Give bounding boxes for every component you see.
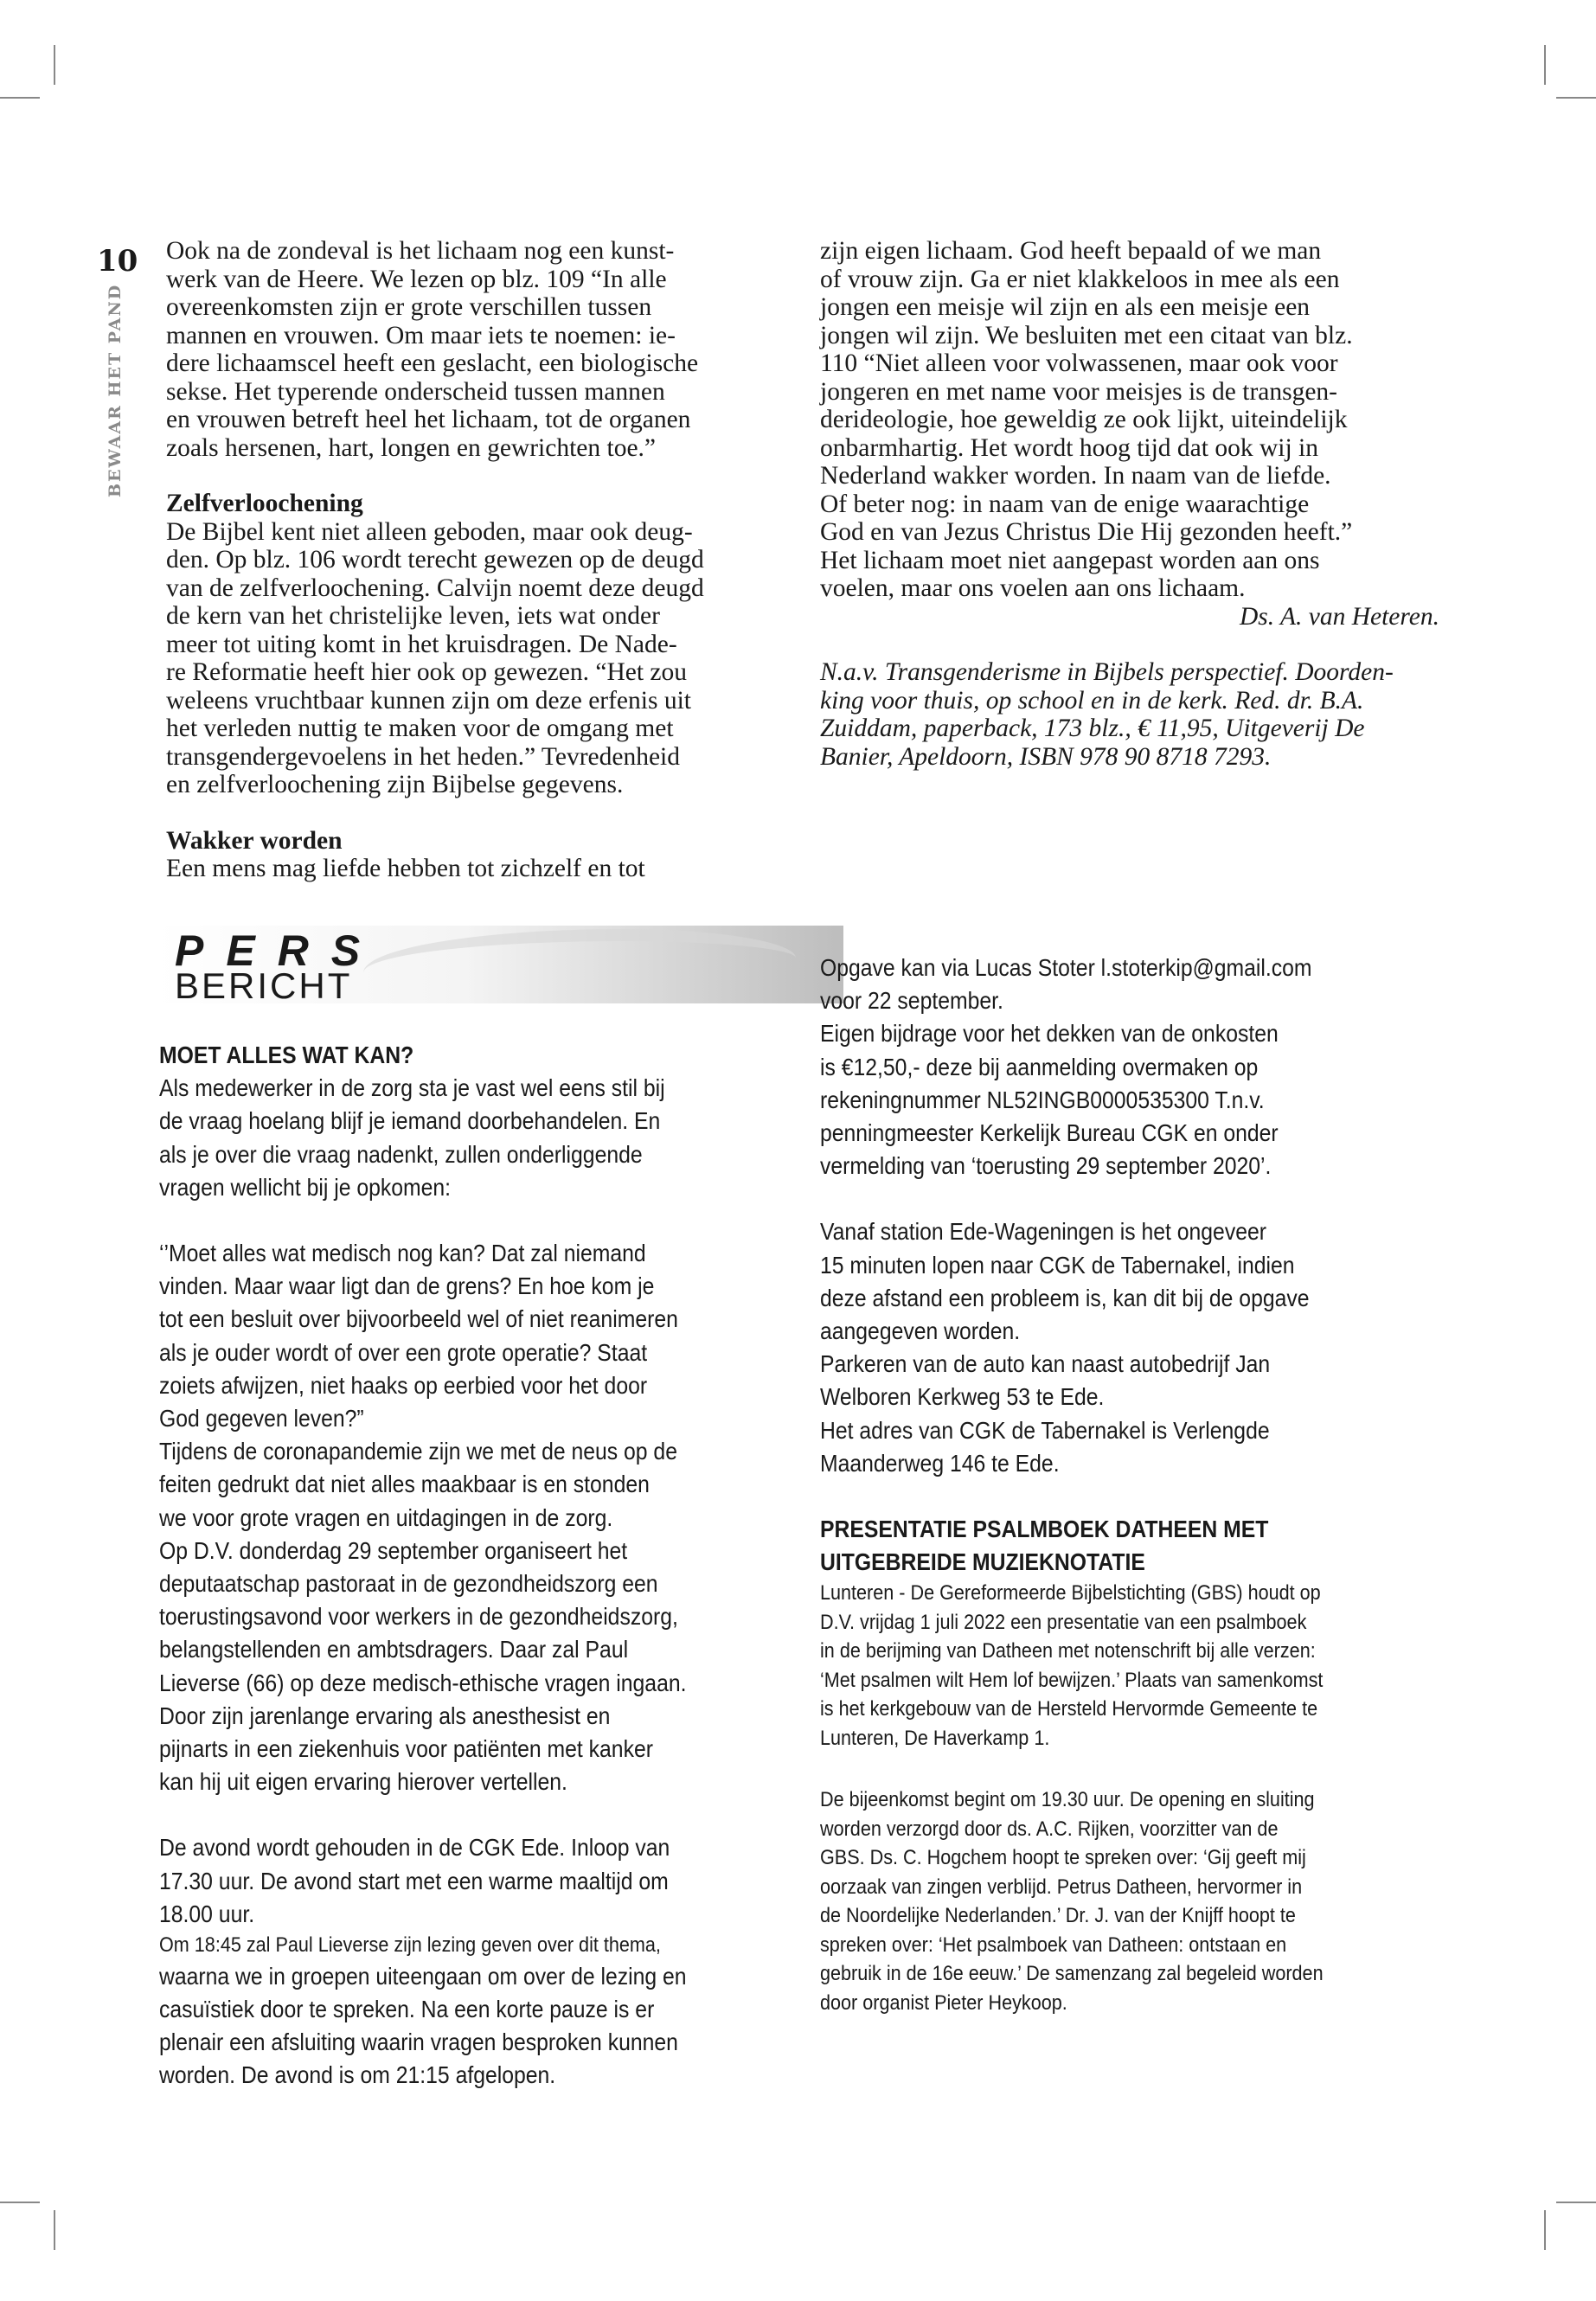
text-line: Of beter nog: in naam van de enige waarachtige — [820, 490, 1310, 518]
text-line: transgendergevoelens in het heden.” Tevredenheid — [166, 742, 680, 771]
text-line: van de zelfverloochening. Calvijn noemt deze deugd — [166, 574, 704, 602]
text-line: voelen, maar ons voelen aan ons lichaam. — [820, 574, 1246, 602]
crop-mark — [1556, 97, 1596, 99]
page-number: 10 — [97, 244, 138, 279]
text-line: De avond wordt gehouden in de CGK Ede. Inloop van — [159, 1834, 670, 1862]
text-line: en zelfverloochening zijn Bijbelse gegevens. — [166, 771, 624, 798]
text-line: overeenkomsten zijn er grote verschillen tussen — [166, 293, 652, 321]
text-line: den. Op blz. 106 wordt terecht gewezen op de deugd — [166, 546, 704, 574]
text-line: is €12,50,- deze bij aanmelding overmaken op — [820, 1053, 1259, 1080]
text-line: zoiets afwijzen, niet haaks op eerbied voor het door — [159, 1371, 648, 1399]
text-line: pijnarts in een ziekenhuis voor patiënten met kanker — [159, 1735, 653, 1763]
text-line: rekeningnummer NL52INGB0000535300 T.n.v. — [820, 1086, 1265, 1113]
text-line: Eigen bijdrage voor het dekken van de onkosten — [820, 1020, 1279, 1048]
text-line: Als medewerker in de zorg sta je vast wel eens stil bij — [159, 1074, 665, 1102]
crop-mark — [54, 45, 55, 85]
text-line: Een mens mag liefde hebben tot zichzelf en tot — [166, 855, 645, 882]
press-column-right — [820, 952, 1482, 2017]
crop-mark — [1544, 2210, 1546, 2250]
text-line: sekse. Het typerende onderscheid tussen mannen — [166, 377, 665, 406]
text-line: mannen en vrouwen. Om maar iets te noemen: ie- — [166, 321, 676, 349]
text-line: Om 18:45 zal Paul Lieverse zijn lezing geven over dit thema, — [159, 1933, 661, 1958]
text-line: Maanderweg 146 te Ede. — [820, 1449, 1060, 1477]
text-line: Op D.V. donderdag 29 september organiseert het — [159, 1536, 628, 1564]
author-signature: Ds. A. van Heteren. — [1239, 602, 1439, 631]
text-line: casuïstiek door te spreken. Na een korte pauze is er — [159, 1995, 655, 2022]
text-line: worden verzorgd door ds. A.C. Rijken, voorzitter van de — [820, 1817, 1279, 1841]
text-line: is het kerkgebouw van de Hersteld Hervormde Gemeente te — [820, 1697, 1318, 1721]
text-line: penningmeester Kerkelijk Bureau CGK en onder — [820, 1119, 1279, 1147]
text-line: De Bijbel kent niet alleen geboden, maar ook deug- — [166, 517, 693, 546]
crop-mark — [1544, 45, 1546, 85]
text-line: 18.00 uur. — [159, 1900, 255, 1927]
side-label: BEWAAR HET PAND — [106, 283, 125, 497]
text-line: onbarmhartig. Het wordt hoog tijd dat ook wij in — [820, 433, 1318, 462]
text-line: D.V. vrijdag 1 juli 2022 een presentatie van een psalmboek — [820, 1610, 1307, 1634]
text-line: spreken over: ‘Het psalmboek van Datheen: ontstaan en — [820, 1932, 1287, 1957]
section-heading: Wakker worden — [166, 826, 343, 855]
text-line: GBS. Ds. C. Hogchem hoopt te spreken over: ‘Gij geeft mij — [820, 1846, 1306, 1870]
text-line: kan hij uit eigen ervaring hierover vertellen. — [159, 1768, 567, 1796]
text-line: de Noordelijke Nederlanden.’ Dr. J. van der Knijff hoopt te — [820, 1904, 1296, 1928]
text-line: Lunteren - De Gereformeerde Bijbelstichting (GBS) houdt op — [820, 1581, 1321, 1606]
text-line: door organist Pieter Heykoop. — [820, 1990, 1067, 2015]
press-heading: MOET ALLES WAT KAN? — [159, 1042, 414, 1068]
press-heading: UITGEBREIDE MUZIEKNOTATIE — [820, 1548, 1145, 1576]
text-line: plenair een afsluiting waarin vragen besproken kunnen — [159, 2028, 678, 2055]
text-line: jongen een meisje wil zijn en als een meisje een — [820, 293, 1311, 321]
text-line: Het lichaam moet niet aangepast worden aan ons — [820, 546, 1320, 574]
reference-line: Banier, Apeldoorn, ISBN 978 90 8718 7293. — [820, 742, 1272, 771]
text-line: vermelding van ‘toerusting 29 september 2020’. — [820, 1152, 1272, 1180]
press-column-left — [159, 1039, 821, 2092]
text-line: worden. De avond is om 21:15 afgelopen. — [159, 2061, 556, 2089]
section-heading: Zelfverloochening — [166, 490, 363, 517]
text-line: Het adres van CGK de Tabernakel is Verlengde — [820, 1416, 1270, 1444]
text-line: weleens vruchtbaar kunnen zijn om deze erfenis uit — [166, 686, 691, 715]
text-line: deputaatschap pastoraat in de gezondheidszorg een — [159, 1570, 658, 1598]
text-line: zijn eigen lichaam. God heeft bepaald of we man — [820, 237, 1322, 265]
text-line: Door zijn jarenlange ervaring als anesthesist en — [159, 1702, 611, 1729]
text-line: gebruik in de 16e eeuw.’ De samenzang zal begeleid worden — [820, 1962, 1324, 1986]
text-line: Nederland wakker worden. In naam van de liefde. — [820, 462, 1331, 490]
text-line: God gegeven leven?” — [159, 1405, 364, 1433]
text-line: vragen wellicht bij je opkomen: — [159, 1173, 452, 1201]
text-line: oorzaak van zingen verblijd. Petrus Datheen, hervormer in — [820, 1875, 1303, 1899]
text-line: God en van Jezus Christus Die Hij gezonden heeft.” — [820, 518, 1353, 546]
text-line: jongen wil zijn. We besluiten met een citaat van blz. — [820, 321, 1353, 349]
text-line: Lieverse (66) op deze medisch-ethische vragen ingaan. — [159, 1669, 687, 1696]
text-line: ‘Met psalmen wilt Hem lof bewijzen.’ Plaats van samenkomst — [820, 1668, 1324, 1692]
crop-mark — [0, 97, 40, 99]
text-line: feiten gedrukt dat niet alles maakbaar is en stonden — [159, 1471, 650, 1498]
text-line: jongeren en met name voor meisjes is de transgen- — [820, 377, 1338, 406]
text-line: Parkeren van de auto kan naast autobedrijf Jan — [820, 1350, 1271, 1378]
text-line: tot een besluit over bijvoorbeeld wel of niet reanimeren — [159, 1305, 678, 1333]
banner-title-bericht: BERICHT — [175, 965, 353, 1006]
text-line: aangegeven worden. — [820, 1317, 1021, 1345]
press-heading: PRESENTATIE PSALMBOEK DATHEEN MET — [820, 1516, 1269, 1543]
text-line: het verleden nuttig te maken voor de omgang met — [166, 715, 674, 742]
reference-line: king voor thuis, op school en in de kerk. Red. dr. B.A. — [820, 686, 1364, 715]
text-line: De bijeenkomst begint om 19.30 uur. De opening en sluiting — [820, 1788, 1315, 1812]
text-line: 110 “Niet alleen voor volwassenen, maar ook voor — [820, 349, 1338, 377]
crop-mark — [0, 2202, 40, 2203]
article-column-right — [820, 237, 1443, 771]
reference-line: Zuiddam, paperback, 173 blz., € 11,95, Uitgeverij De — [820, 715, 1365, 742]
text-line: in de berijming van Datheen met notenschrift bij alle verzen: — [820, 1639, 1316, 1663]
text-line: Vanaf station Ede-Wageningen is het ongeveer — [820, 1218, 1266, 1246]
press-release-banner — [156, 926, 843, 1012]
text-line: dere lichaamscel heeft een geslacht, een biologische — [166, 349, 699, 377]
text-line: Opgave kan via Lucas Stoter l.stoterkip@gmail.com — [820, 954, 1312, 981]
text-line: werk van de Heere. We lezen op blz. 109 “In alle — [166, 265, 667, 293]
article-column-left — [166, 237, 789, 883]
text-line: voor 22 september. — [820, 987, 1003, 1015]
text-line: als je ouder wordt of over een grote operatie? Staat — [159, 1338, 648, 1366]
text-line: meer tot uiting komt in het kruisdragen. De Nade- — [166, 630, 677, 658]
text-line: belangstellenden en ambtsdragers. Daar zal Paul — [159, 1636, 629, 1663]
text-line: deze afstand een probleem is, kan dit bij de opgave — [820, 1284, 1310, 1311]
text-line: ‘’Moet alles wat medisch nog kan? Dat zal niemand — [159, 1240, 646, 1267]
text-line: Tijdens de coronapandemie zijn we met de neus op de — [159, 1438, 677, 1465]
crop-mark — [54, 2210, 55, 2250]
text-line: de kern van het christelijke leven, iets wat onder — [166, 602, 660, 630]
text-line: we voor grote vragen en uitdagingen in de zorg. — [159, 1503, 613, 1531]
text-line: toerustingsavond voor werkers in de gezondheidszorg, — [159, 1603, 678, 1631]
text-line: of vrouw zijn. Ga er niet klakkeloos in mee als een — [820, 265, 1340, 293]
text-line: 15 minuten lopen naar CGK de Tabernakel, indien — [820, 1251, 1295, 1279]
text-line: re Reformatie heeft hier ook op gewezen. “Het zou — [166, 658, 688, 686]
text-line: zoals hersenen, hart, longen en gewrichten toe.” — [166, 433, 657, 462]
text-line: als je over die vraag nadenkt, zullen onderliggende — [159, 1140, 643, 1168]
text-line: Ook na de zondeval is het lichaam nog een kunst- — [166, 237, 675, 265]
reference-line: N.a.v. Transgenderisme in Bijbels perspectief. Doorden- — [820, 658, 1394, 686]
text-line: Welboren Kerkweg 53 te Ede. — [820, 1383, 1105, 1411]
text-line: Lunteren, De Haverkamp 1. — [820, 1726, 1050, 1750]
banner-title-pers: PERS — [175, 926, 383, 975]
text-line: waarna we in groepen uiteengaan om over de lezing en — [159, 1962, 687, 1990]
text-line: de vraag hoelang blijf je iemand doorbehandelen. En — [159, 1107, 661, 1135]
crop-mark — [1556, 2202, 1596, 2203]
text-line: derideologie, hoe geweldig ze ook lijkt, uiteindelijk — [820, 406, 1348, 433]
text-line: vinden. Maar waar ligt dan de grens? En hoe kom je — [159, 1272, 655, 1300]
text-line: en vrouwen betreft heel het lichaam, tot de organen — [166, 406, 691, 433]
text-line: 17.30 uur. De avond start met een warme maaltijd om — [159, 1867, 669, 1894]
